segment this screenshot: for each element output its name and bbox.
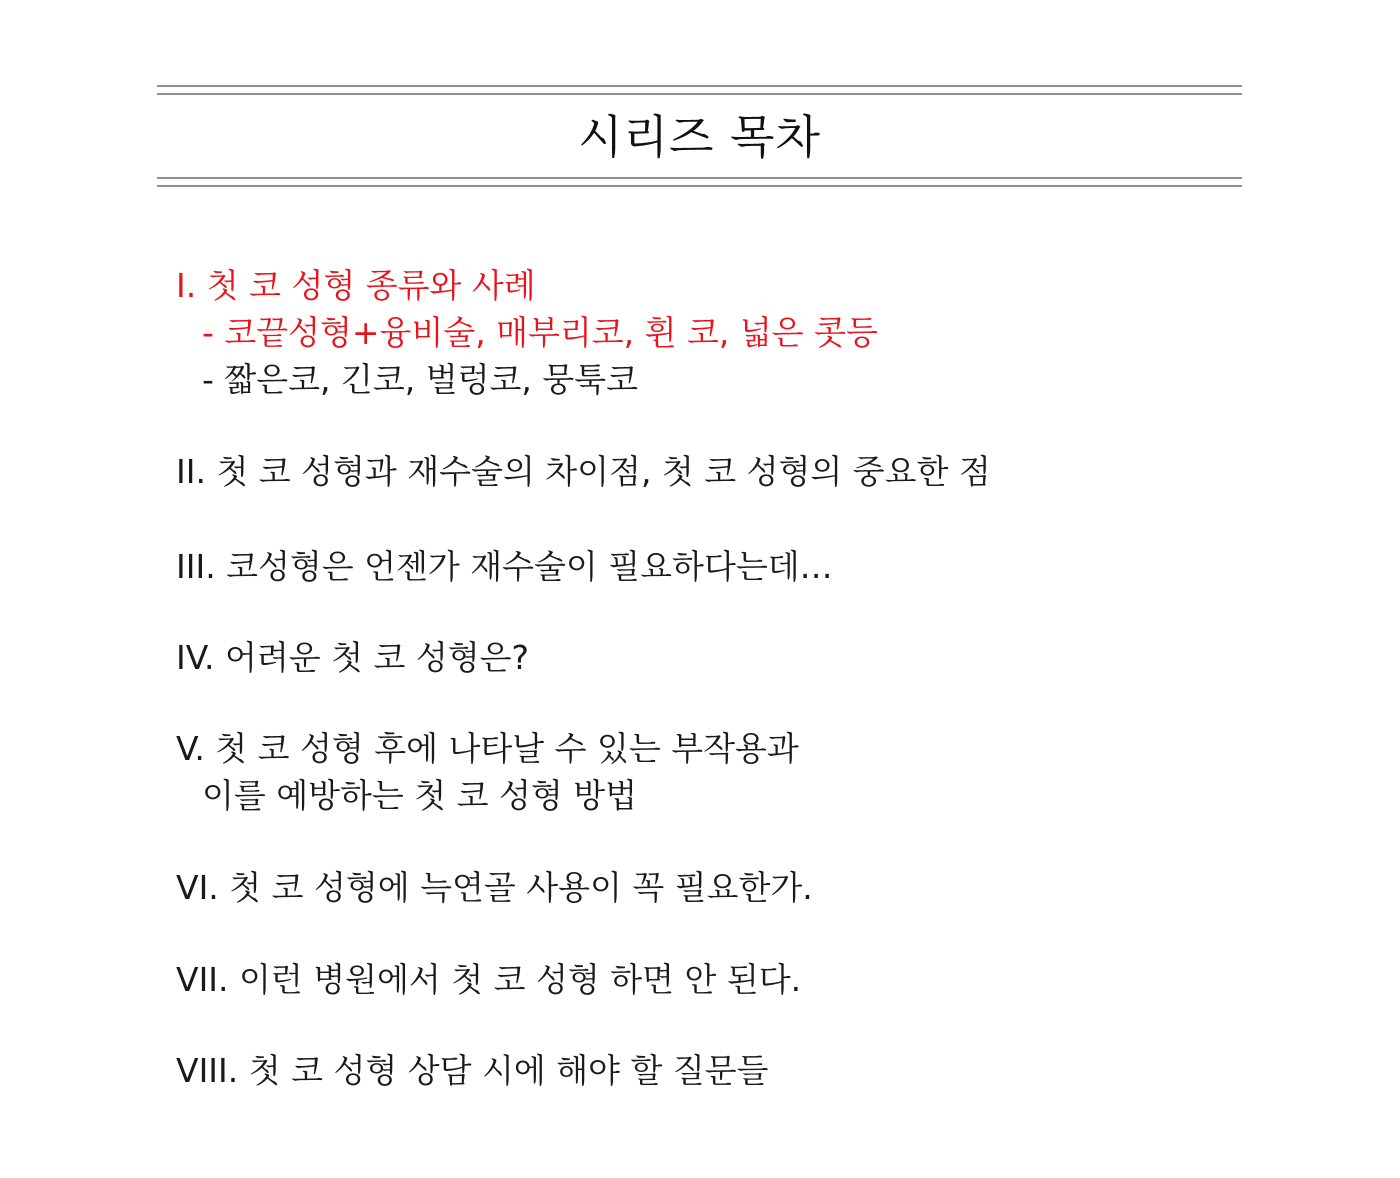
toc-item-1-sub-1: - 코끝성형+융비술, 매부리코, 휜 코, 넓은 콧등 (202, 313, 878, 352)
rule-line (157, 185, 1242, 187)
toc-item-5-continuation: 이를 예방하는 첫 코 성형 방법 (202, 776, 637, 815)
toc-item-5: V. 첫 코 성형 후에 나타날 수 있는 부작용과 (176, 729, 799, 768)
title-bottom-rule (157, 177, 1242, 188)
rule-line (157, 85, 1242, 87)
toc-item-1: I. 첫 코 성형 종류와 사례 (176, 266, 536, 305)
toc-item-7: VII. 이런 병원에서 첫 코 성형 하면 안 된다. (176, 960, 802, 999)
rule-line (157, 93, 1242, 95)
toc-item-2: II. 첫 코 성형과 재수술의 차이점, 첫 코 성형의 중요한 점 (176, 452, 991, 491)
toc-item-4: IV. 어려운 첫 코 성형은? (176, 638, 530, 677)
toc-item-3: III. 코성형은 언젠가 재수술이 필요하다는데… (176, 547, 833, 586)
page-title: 시리즈 목차 (578, 110, 821, 164)
rule-line (157, 177, 1242, 179)
toc-item-1-sub-2: - 짧은코, 긴코, 벌렁코, 뭉툭코 (202, 360, 638, 399)
title-top-rule (157, 85, 1242, 96)
toc-item-6: VI. 첫 코 성형에 늑연골 사용이 꼭 필요한가. (176, 868, 813, 907)
toc-item-8: VIII. 첫 코 성형 상담 시에 해야 할 질문들 (176, 1051, 769, 1090)
